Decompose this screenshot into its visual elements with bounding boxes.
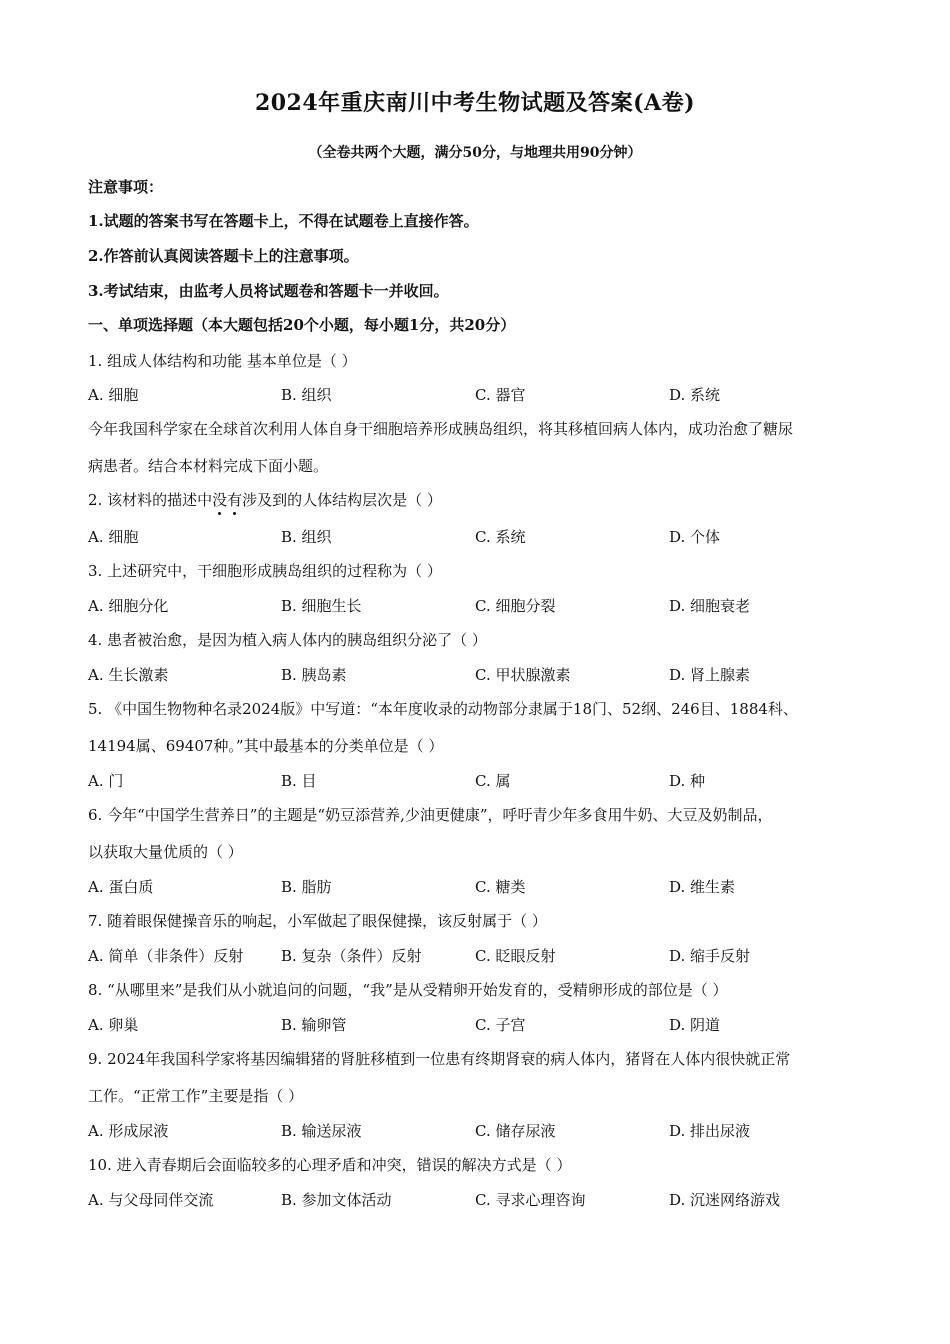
option-b: B. 输送尿液 <box>281 1122 362 1140</box>
question-2-stem-pre: 2. 该材料的描述中 <box>88 491 213 509</box>
question-7-options <box>88 945 878 967</box>
question-7-stem: 7. 随着眼保健操音乐的响起，小军做起了眼保健操，该反射属于（ ） <box>88 912 547 930</box>
option-c: C. 眨眼反射 <box>475 947 556 965</box>
question-3-stem: 3. 上述研究中，干细胞形成胰岛组织的过程称为（ ） <box>88 562 442 580</box>
question-5-options <box>88 770 878 792</box>
question-2-stem <box>88 489 878 510</box>
option-a: A. 生长激素 <box>88 666 169 684</box>
option-b: B. 复杂（条件）反射 <box>281 947 422 965</box>
option-a: A. 形成尿液 <box>88 1122 169 1140</box>
option-a: A. 细胞 <box>88 386 139 404</box>
question-9-options <box>88 1120 878 1142</box>
option-d: D. 缩手反射 <box>669 947 751 965</box>
option-b: B. 组织 <box>281 528 332 546</box>
option-c: C. 属 <box>475 772 511 790</box>
option-d: D. 种 <box>669 772 706 790</box>
option-d: D. 排出尿液 <box>669 1122 751 1140</box>
option-a: A. 细胞 <box>88 528 139 546</box>
notice-item: 3.考试结束，由监考人员将试题卷和答题卡一并收回。 <box>88 282 449 300</box>
notice-heading: 注意事项： <box>88 178 164 196</box>
question-10-options <box>88 1189 878 1211</box>
question-4-stem: 4. 患者被治愈，是因为植入病人体内的胰岛组织分泌了（ ） <box>88 631 487 649</box>
question-10-stem: 10. 进入青春期后会面临较多的心理矛盾和冲突，错误的解决方式是（ ） <box>88 1156 572 1174</box>
option-b: B. 组织 <box>281 386 332 404</box>
section-heading: 一、单项选择题（本大题包括20个小题，每小题1分，共20分） <box>88 316 516 334</box>
option-a: A. 简单（非条件）反射 <box>88 947 244 965</box>
option-c: C. 糖类 <box>475 878 526 896</box>
option-a: A. 蛋白质 <box>88 878 154 896</box>
option-b: B. 参加文体活动 <box>281 1191 392 1209</box>
question-5-line-2: 14194属、69407种。”其中最基本的分类单位是（ ） <box>88 737 444 755</box>
option-d: D. 个体 <box>669 528 721 546</box>
question-9-line-2: 工作。“正常工作”主要是指（ ） <box>88 1087 304 1105</box>
question-6-line-2: 以获取大量优质的（ ） <box>88 843 243 861</box>
page-title: 2024年重庆南川中考生物试题及答案(A卷) <box>254 90 696 116</box>
emphasis-dot-char: 没 <box>212 491 228 509</box>
option-a: A. 门 <box>88 772 124 790</box>
question-2-stem-post: 涉及到的人体结构层次是（ ） <box>242 491 442 509</box>
option-d: D. 沉迷网络游戏 <box>669 1191 781 1209</box>
notice-item: 2.作答前认真阅读答题卡上的注意事项。 <box>88 247 359 265</box>
question-5-line-1: 5. 《中国生物物种名录2024版》中写道：“本年度收录的动物部分隶属于18门、52纲、246目、1884科、 <box>88 700 798 718</box>
option-d: D. 维生素 <box>669 878 736 896</box>
option-b: B. 输卵管 <box>281 1016 347 1034</box>
option-a: A. 与父母同伴交流 <box>88 1191 214 1209</box>
material-line-1: 今年我国科学家在全球首次利用人体自身干细胞培养形成胰岛组织，将其移植回病人体内，成功治愈了糖尿 <box>88 420 794 438</box>
question-8-stem: 8. “从哪里来”是我们从小就追问的问题，“我”是从受精卵开始发育的，受精卵形成的部位是（ ） <box>88 981 728 999</box>
option-d: D. 系统 <box>669 386 721 404</box>
option-b: B. 目 <box>281 772 317 790</box>
question-3-options <box>88 595 878 617</box>
option-b: B. 细胞生长 <box>281 597 362 615</box>
option-c: C. 甲状腺激素 <box>475 666 571 684</box>
question-2-options <box>88 526 878 548</box>
question-9-line-1: 9. 2024年我国科学家将基因编辑猪的肾脏移植到一位患有终期肾衰的病人体内，猪肾在人体内很快就正常 <box>88 1050 791 1068</box>
option-b: B. 胰岛素 <box>281 666 347 684</box>
question-4-options <box>88 664 878 686</box>
option-d: D. 阴道 <box>669 1016 721 1034</box>
question-6-options <box>88 876 878 898</box>
option-b: B. 脂肪 <box>281 878 332 896</box>
option-c: C. 器官 <box>475 386 526 404</box>
option-d: D. 肾上腺素 <box>669 666 751 684</box>
notice-item: 1.试题的答案书写在答题卡上，不得在试题卷上直接作答。 <box>88 212 479 230</box>
question-8-options <box>88 1014 878 1036</box>
option-c: C. 细胞分裂 <box>475 597 556 615</box>
option-d: D. 细胞衰老 <box>669 597 751 615</box>
option-c: C. 寻求心理咨询 <box>475 1191 586 1209</box>
question-1-stem: 1. 组成人体结构和功能 基本单位是（ ） <box>88 352 357 370</box>
option-a: A. 卵巢 <box>88 1016 139 1034</box>
option-c: C. 子宫 <box>475 1016 526 1034</box>
question-1-options <box>88 384 878 406</box>
option-c: C. 系统 <box>475 528 526 546</box>
material-line-2: 病患者。结合本材料完成下面小题。 <box>88 457 329 475</box>
page-subtitle: （全卷共两个大题，满分50分，与地理共用90分钟） <box>308 145 642 161</box>
option-a: A. 细胞分化 <box>88 597 169 615</box>
option-c: C. 储存尿液 <box>475 1122 556 1140</box>
emphasis-dot-char: 有 <box>227 491 243 509</box>
question-6-line-1: 6. 今年“中国学生营养日”的主题是“奶豆添营养,少油更健康”，呼吁青少年多食用牛奶、大豆及奶制品， <box>88 806 773 824</box>
